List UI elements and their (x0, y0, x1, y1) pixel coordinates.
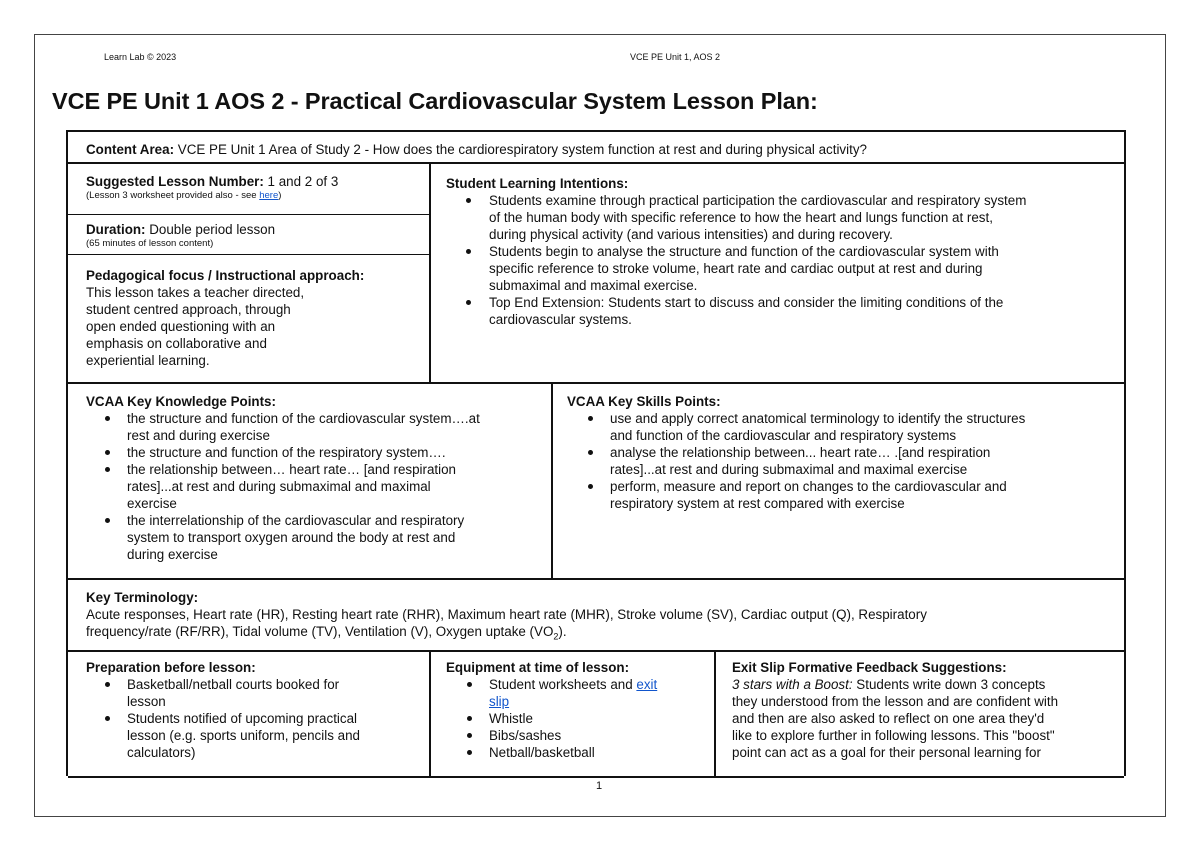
list-item-line: Students examine through practical participation the cardiovascular and respiratory system (489, 193, 1027, 208)
row-divider (68, 578, 1124, 580)
lesson-number-label: Suggested Lesson Number: (86, 174, 264, 189)
header-left: Learn Lab © 2023 (104, 52, 177, 62)
list-item-line: exercise (127, 496, 177, 511)
list-item-line: lesson (e.g. sports uniform, pencils and (127, 728, 360, 743)
list-item (489, 192, 1122, 243)
bullet-icon (466, 300, 471, 305)
list-item-line: lesson (127, 694, 166, 709)
list-item-line: Students begin to analyse the structure and function of the cardiovascular system with (489, 244, 999, 259)
bullet-icon (105, 467, 110, 472)
list-item-line: the structure and function of the cardiovascular system….at (127, 411, 480, 426)
list-item-line: the relationship between… heart rate… [and respiration (127, 462, 457, 477)
bullet-icon (466, 249, 471, 254)
row-divider (68, 382, 1124, 384)
key-terminology-label: Key Terminology: (86, 590, 199, 605)
lesson-number-value: 1 and 2 of 3 (263, 174, 339, 189)
exit-slip-line: and then are also asked to reflect on one area they'd (732, 711, 1045, 726)
pedagogy-line: open ended questioning with an (86, 319, 276, 334)
list-item (127, 444, 548, 461)
list-item-line: rates]...at rest and during submaximal and maximal exercise (610, 462, 968, 477)
list-item (127, 512, 548, 563)
terminology-line-2 (86, 623, 1122, 646)
bullet-icon (105, 416, 110, 421)
duration-cell (86, 221, 426, 249)
key-knowledge-cell (86, 393, 548, 563)
list-item-line: calculators) (127, 745, 196, 760)
lesson3-worksheet-link[interactable]: here (259, 190, 279, 201)
bullet-icon (467, 750, 472, 755)
list-item-line: system to transport oxygen around the body at rest and (127, 530, 456, 545)
learning-intentions-cell (446, 175, 1122, 328)
list-item (489, 676, 712, 710)
bullet-icon (105, 518, 110, 523)
list-item (610, 478, 1122, 512)
bullet-icon (588, 484, 593, 489)
list-item (610, 444, 1122, 478)
column-divider (429, 650, 431, 778)
cell-divider (68, 254, 430, 255)
list-item (127, 710, 426, 761)
bullet-icon (105, 682, 110, 687)
list-item (489, 294, 1122, 328)
list-item-line: of the human body with specific reference to how the heart and lungs function at rest, (489, 210, 993, 225)
exit-slip-link[interactable]: exit (636, 677, 658, 692)
terminology-line: Acute responses, Heart rate (HR), Resting heart rate (RHR), Maximum heart rate (MHR), Stroke volume (SV), Cardiac output (Q), Respiratory (86, 607, 927, 622)
list-item-line: analyse the relationship between... heart rate… .[and respiration (610, 445, 991, 460)
pedagogy-cell (86, 267, 426, 369)
list-item-line: respiratory system at rest compared with exercise (610, 496, 905, 511)
bullet-icon (105, 450, 110, 455)
content-area-label: Content Area: (86, 142, 175, 157)
list-item-line: use and apply correct anatomical terminology to identify the structures (610, 411, 1026, 426)
key-terminology-cell (86, 589, 1122, 646)
bullet-icon (588, 416, 593, 421)
bullet-icon (588, 450, 593, 455)
list-item (610, 410, 1122, 444)
learning-intentions-label: Student Learning Intentions: (446, 176, 629, 191)
preparation-cell (86, 659, 426, 761)
duration-value: Double period lesson (145, 222, 276, 237)
cell-divider (68, 214, 430, 215)
list-item-line: cardiovascular systems. (489, 312, 632, 327)
bullet-icon (105, 716, 110, 721)
exit-slip-cell (732, 659, 1122, 761)
content-area-cell (86, 141, 1116, 158)
list-item-line: perform, measure and report on changes to the cardiovascular and (610, 479, 1007, 494)
exit-slip-label: Exit Slip Formative Feedback Suggestions: (732, 660, 1007, 675)
pedagogy-line: student centred approach, through (86, 302, 291, 317)
terminology-text: frequency/rate (RF/RR), Tidal volume (TV), Ventilation (V), Oxygen uptake (VO (86, 624, 554, 639)
list-item-line: Top End Extension: Students start to discuss and consider the limiting conditions of the (489, 295, 1004, 310)
lesson-number-note-end: ) (278, 190, 282, 201)
bullet-icon (467, 716, 472, 721)
list-item-line: submaximal and maximal exercise. (489, 278, 698, 293)
list-item-line: Basketball/netball courts booked for (127, 677, 340, 692)
list-item (489, 243, 1122, 294)
list-item-line: during exercise (127, 547, 218, 562)
terminology-text-end: ). (558, 624, 567, 639)
key-knowledge-label: VCAA Key Knowledge Points: (86, 394, 276, 409)
list-item (127, 676, 426, 710)
lesson-number-note: (Lesson 3 worksheet provided also - see (86, 190, 260, 201)
list-item (127, 410, 548, 444)
list-item-line: Netball/basketball (489, 745, 595, 760)
exit-slip-line: Students write down 3 concepts (852, 677, 1046, 692)
duration-label: Duration: (86, 222, 146, 237)
row-divider (68, 162, 1124, 164)
list-item-line: the structure and function of the respiratory system…. (127, 445, 446, 460)
header-center: VCE PE Unit 1, AOS 2 (630, 52, 721, 62)
exit-slip-line: they understood from the lesson and are confident with (732, 694, 1059, 709)
list-item-line: rest and during exercise (127, 428, 270, 443)
bullet-icon (467, 733, 472, 738)
list-item (489, 710, 712, 727)
column-divider (714, 650, 716, 778)
list-item (489, 744, 712, 761)
list-item (127, 461, 548, 512)
list-item-line: rates]...at rest and during submaximal and maximal (127, 479, 431, 494)
row-divider (68, 776, 1124, 778)
lesson-plan-table (66, 130, 1126, 776)
exit-slip-line: point can act as a goal for their personal learning for (732, 745, 1041, 760)
pedagogy-label: Pedagogical focus / Instructional approach: (86, 268, 365, 283)
document-title: VCE PE Unit 1 AOS 2 - Practical Cardiovascular System Lesson Plan: (52, 88, 818, 114)
equipment-cell (446, 659, 712, 761)
lesson-number-cell (86, 173, 426, 201)
bullet-icon (467, 682, 472, 687)
list-item-line: during physical activity (and various intensities) and during recovery. (489, 227, 893, 242)
list-item-line: Bibs/sashes (489, 728, 562, 743)
list-item-line: specific reference to stroke volume, heart rate and cardiac output at rest and during (489, 261, 983, 276)
pedagogy-line: This lesson takes a teacher directed, (86, 285, 305, 300)
key-skills-cell (567, 393, 1122, 512)
exit-slip-italic: 3 stars with a Boost: (732, 677, 853, 692)
duration-note: (65 minutes of lesson content) (86, 238, 214, 249)
pedagogy-line: experiential learning. (86, 353, 210, 368)
list-item-text: Student worksheets and (489, 677, 637, 692)
content-area-text: VCE PE Unit 1 Area of Study 2 - How does the cardiorespiratory system function at rest and during physical activity? (174, 142, 867, 157)
preparation-label: Preparation before lesson: (86, 660, 256, 675)
bullet-icon (466, 198, 471, 203)
subscript: 2 (553, 631, 559, 642)
list-item-line: Students notified of upcoming practical (127, 711, 358, 726)
exit-slip-link-continued[interactable]: slip (489, 694, 510, 709)
list-item-line: and function of the cardiovascular and respiratory systems (610, 428, 957, 443)
exit-slip-line: like to explore further in following lessons. This "boost" (732, 728, 1055, 743)
column-divider (429, 162, 431, 383)
page-number: 1 (596, 780, 603, 792)
key-skills-label: VCAA Key Skills Points: (567, 394, 721, 409)
column-divider (551, 382, 553, 579)
list-item-line: Whistle (489, 711, 533, 726)
row-divider (68, 650, 1124, 652)
list-item (489, 727, 712, 744)
list-item-line: the interrelationship of the cardiovascular and respiratory (127, 513, 465, 528)
equipment-label: Equipment at time of lesson: (446, 660, 630, 675)
pedagogy-line: emphasis on collaborative and (86, 336, 267, 351)
